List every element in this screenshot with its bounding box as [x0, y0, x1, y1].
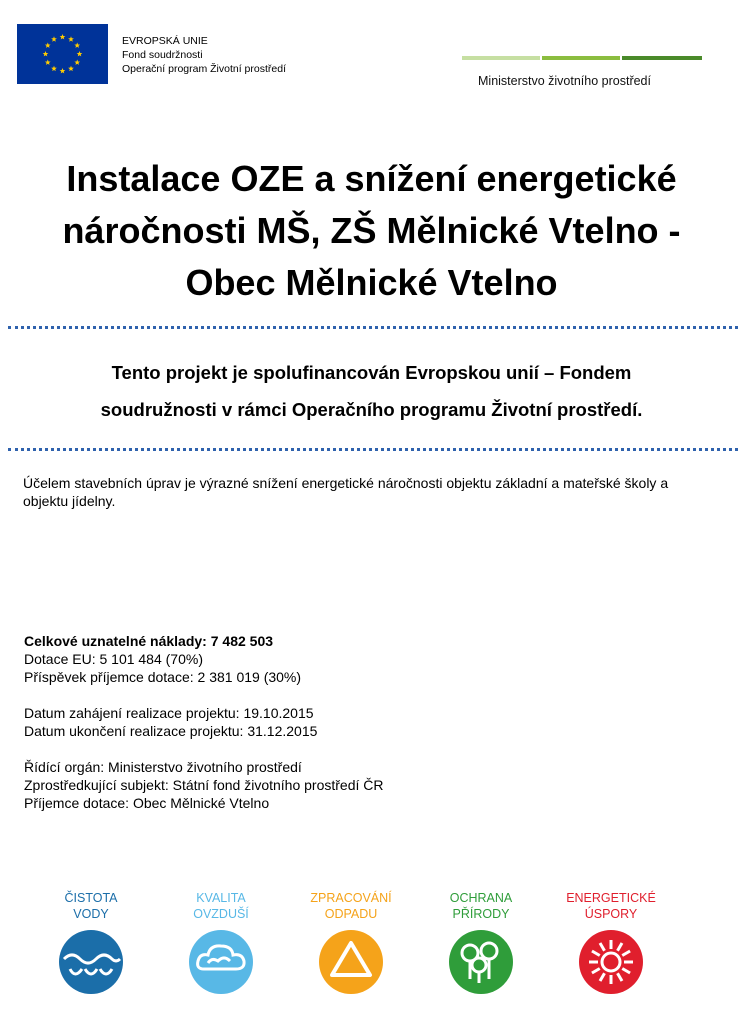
- title-line-2: náročnosti MŠ, ZŠ Mělnické Vtelno -: [62, 210, 681, 251]
- air-cloud-icon: [188, 929, 254, 995]
- dotted-divider-bottom: [8, 448, 738, 451]
- priority-nature-line-2: PŘÍRODY: [452, 907, 510, 921]
- energy-sun-icon: [578, 929, 644, 995]
- cofinancing-line-1: Tento projekt je spolufinancován Evropskou unií – Fondem: [111, 362, 632, 383]
- priority-air-line-2: OVZDUŠÍ: [193, 907, 249, 921]
- priority-nature-line-1: OCHRANA: [449, 891, 513, 905]
- title-line-3: Obec Mělnické Vtelno: [185, 262, 558, 303]
- ministry-name: Ministerstvo životního prostředí: [478, 74, 651, 88]
- eu-subsidy: Dotace EU: 5 101 484 (70%): [24, 651, 203, 667]
- priority-nature: [426, 890, 536, 995]
- priority-energy-line-2: ÚSPORY: [584, 907, 638, 921]
- waste-triangle-icon: [318, 929, 384, 995]
- eu-star: [45, 43, 51, 48]
- end-date: Datum ukončení realizace projektu: 31.12.2015: [24, 723, 318, 739]
- title-line-1: Instalace OZE a snížení energetické: [66, 158, 677, 199]
- eu-fund-text: [122, 34, 286, 76]
- priority-energy: [556, 890, 666, 995]
- ministry-logo-bars: [462, 56, 702, 60]
- priority-water-line-1: ČISTOTA: [64, 891, 118, 905]
- eu-star: [60, 68, 66, 73]
- eu-star: [45, 60, 51, 65]
- cofinancing-statement: [0, 354, 743, 428]
- eu-star: [68, 36, 74, 41]
- eu-star: [77, 51, 83, 56]
- eu-star: [51, 36, 57, 41]
- nature-trees-icon: [448, 929, 514, 995]
- intermediate-body: Zprostředkující subjekt: Státní fond životního prostředí ČR: [24, 777, 384, 793]
- priority-water-line-2: VODY: [73, 907, 109, 921]
- cohesion-fund-label: Fond soudržnosti: [122, 49, 203, 61]
- project-title: [0, 153, 743, 309]
- eu-flag-logo: [17, 24, 108, 84]
- eu-star: [51, 66, 57, 71]
- eu-stars-icon: [17, 24, 108, 84]
- priority-water: [36, 890, 146, 995]
- priority-air: [166, 890, 276, 995]
- eu-star: [68, 66, 74, 71]
- eu-star: [43, 51, 49, 56]
- ministry-bar-mid: [542, 56, 620, 60]
- operational-programme-label: Operační program Životní prostředí: [122, 63, 286, 75]
- managing-authority: Řídící orgán: Ministerstvo životního prostředí: [24, 759, 302, 775]
- project-purpose: Účelem stavebních úprav je výrazné snížení energetické náročnosti objektu základní a mateřské školy a objektu jídelny.: [23, 475, 669, 509]
- priority-energy-line-1: ENERGETICKÉ: [566, 891, 656, 905]
- ministry-bar-light: [462, 56, 540, 60]
- eu-star: [60, 34, 66, 39]
- priority-waste-line-1: ZPRACOVÁNÍ: [310, 891, 392, 905]
- priority-waste: [296, 890, 406, 995]
- eu-star: [74, 43, 80, 48]
- recipient-contribution: Příspěvek příjemce dotace: 2 381 019 (30%): [24, 669, 302, 685]
- priority-icons-row: [0, 890, 743, 1024]
- eu-union-label: EVROPSKÁ UNIE: [122, 35, 208, 47]
- start-date: Datum zahájení realizace projektu: 19.10.2015: [24, 705, 314, 721]
- cofinancing-line-2: soudružnosti v rámci Operačního programu Životní prostředí.: [100, 399, 643, 420]
- subsidy-recipient: Příjemce dotace: Obec Mělnické Vtelno: [24, 795, 270, 811]
- priority-air-line-1: KVALITA: [196, 891, 246, 905]
- eu-star: [74, 60, 80, 65]
- ministry-bar-dark: [622, 56, 702, 60]
- priority-waste-line-2: ODPADU: [324, 907, 378, 921]
- project-info: [24, 632, 704, 812]
- water-icon: [58, 929, 124, 995]
- total-costs: Celkové uznatelné náklady: 7 482 503: [24, 633, 274, 649]
- dotted-divider-top: [8, 326, 738, 329]
